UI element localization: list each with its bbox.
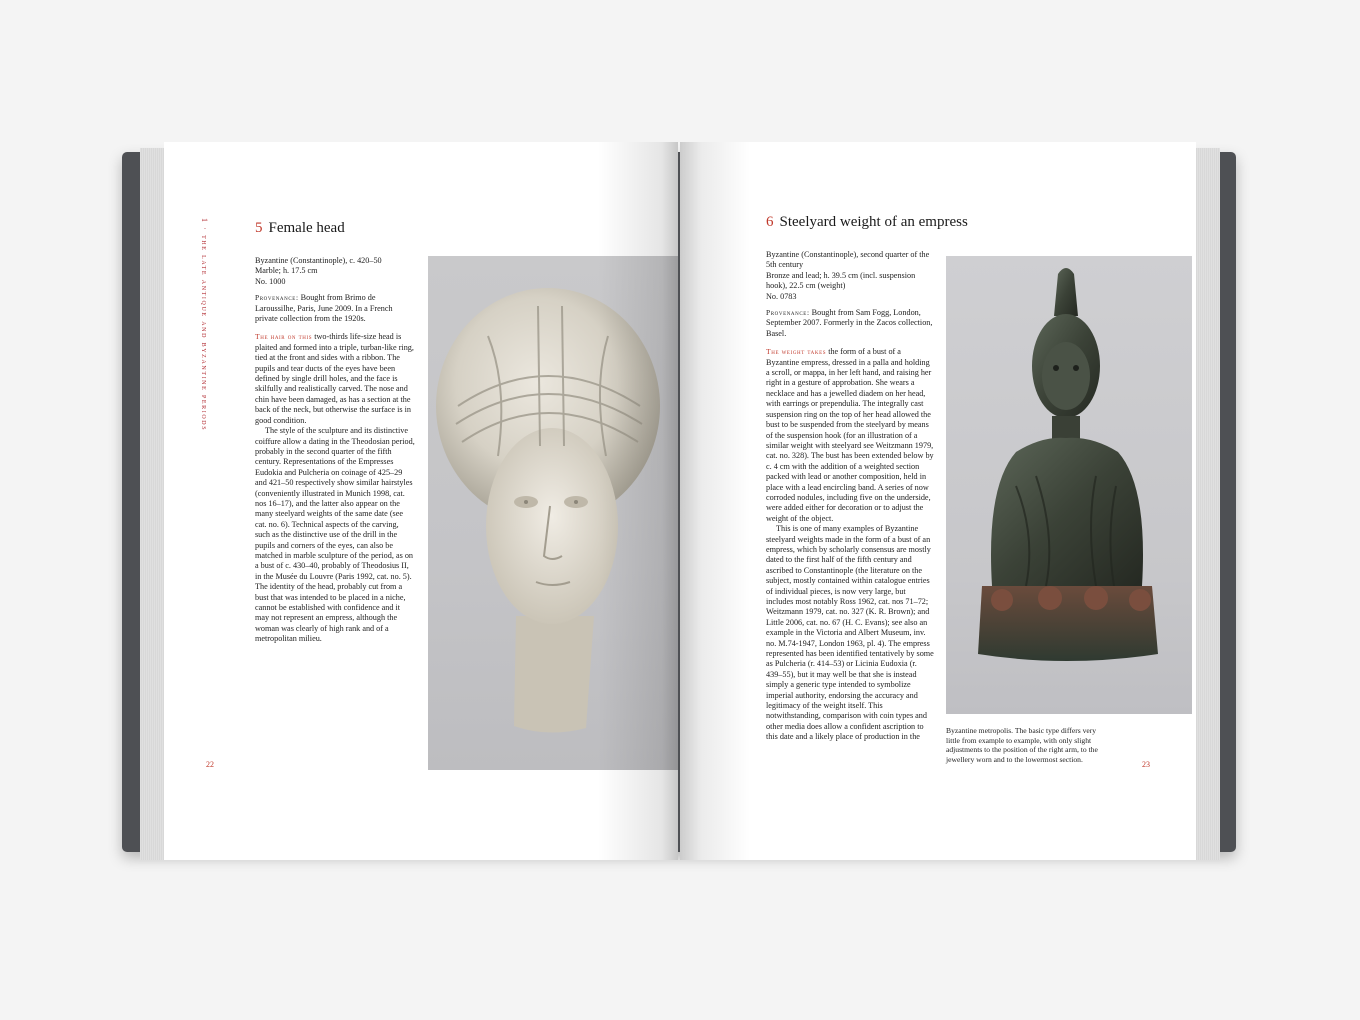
provenance-label: Provenance:	[255, 293, 299, 303]
body-paragraph: The style of the sculpture and its distinctive coiffure allow a dating in the Theodosian period, probably in the second quarter of the fifth century. Representations of the Empresses Eudokia and Pulcheria on coinage of 425–29 and 421–50 respectively show similar hairstyles (conveniently illustrated in Munich 1998, cat. nos 16–17), and the latter also appear on the many steelyard weights of the same date (see cat. no. 6). Technical aspects of the carving, such as the distinctive use of the drill in the pupils and corners of the eyes, can also be matched in marble sculpture of the period, as on a bust of c. 430–40, probably of Theodosius II, in the Musée du Louvre (Paris 1992, cat. no. 5). The identity of the head, probably cut from a bust that was intended to be placed in a niche, cannot be established with confidence and it may not represent an empress, although the woman was clearly of high rank and of a metropolitan milieu.	[255, 426, 415, 644]
page-edges-left	[140, 148, 166, 860]
meta-line: No. 0783	[766, 291, 797, 301]
text-column	[255, 256, 415, 645]
provenance	[766, 308, 934, 339]
body-paragraph	[766, 347, 934, 524]
object-metadata	[255, 256, 415, 287]
lead-in: The hair on this	[255, 332, 313, 342]
meta-line: Byzantine (Constantinople), second quarter of the 5th century	[766, 250, 930, 270]
running-head: 1 · the late antique and byzantine periods	[200, 218, 209, 432]
meta-line: No. 1000	[255, 276, 286, 286]
meta-line: Marble; h. 17.5 cm	[255, 266, 318, 276]
paragraph-text: two-thirds life-size head is plaited and formed into a triple, turban-like ring, tied at the front and sides with a ribbon. The pupils and tear ducts of the eyes have been defined by single drill holes, and the face is skilfully and realistically carved. The nose and chin have been damaged, as has a section at the back of the neck, but otherwise the surface is in good condition.	[255, 332, 414, 425]
entry-title-text: Female head	[268, 220, 345, 236]
lead-in: The weight takes	[766, 347, 827, 357]
provenance-label: Provenance:	[766, 308, 810, 318]
provenance-text: Bought from Sam Fogg, London, September 2007. Formerly in the Zacos collection, Basel.	[766, 308, 933, 338]
female-head-photo	[428, 256, 678, 770]
body-paragraph	[255, 332, 415, 426]
meta-line: Bronze and lead; h. 39.5 cm (incl. suspension hook), 22.5 cm (weight)	[766, 270, 916, 291]
provenance-text: Bought from Brimo de Laroussilhe, Paris, June 2009. In a French private collection from the 1920s.	[255, 293, 393, 324]
photo-caption: Byzantine metropolis. The basic type differs very little from example to example, with only slight adjustments to the position of the right arm, to the jewellery worn and to the lowermost section.	[946, 726, 1098, 764]
entry-title	[766, 214, 968, 231]
object-metadata	[766, 250, 934, 302]
right-page	[680, 142, 1196, 860]
steelyard-weight-photo	[946, 256, 1192, 714]
left-page	[164, 142, 678, 860]
meta-line: Byzantine (Constantinople), c. 420–50	[255, 256, 382, 265]
page-number: 23	[1142, 760, 1150, 769]
entry-number: 6	[766, 214, 774, 230]
paragraph-text: the form of a bust of a Byzantine empress, dressed in a palla and holding a scroll, or mappa, in her left hand, and raising her right in a gesture of approbation. She wears a necklace and has a jewelled diadem on her head, with earrings or prependulia. The integrally cast suspension ring on the top of her head allowed the bust to be suspended from the steelyard by means of the suspension hook (for an illustration of a similar weight with steelyard see Weitzmann 1979, cat. no. 328). The bust has been extended below by c. 4 cm with the addition of a weighted section packed with lead or another composition, held in place with a lead encircling band. A series of now corroded nodules, including five on the underside, were added either for decoration or to adjust the weight of the object.	[766, 347, 934, 523]
body-paragraph: This is one of many examples of Byzantine steelyard weights made in the form of a bust of an empress, which by scholarly consensus are mostly dated to the first half of the fifth century and ascribed to Constantinople (the literature on the subject, mostly contained within catalogue entries of individual pieces, is now very large, but includes most notably Ross 1962, cat. nos 71–72; Weitzmann 1979, cat. no. 327 (K. R. Brown); and Little 2006, cat. no. 67 (H. C. Evans); see also an example in the Victoria and Albert Museum, inv. no. M.74-1947, London 1963, pl. 4). The empress represented has been identified tentatively by some as Pulcheria (r. 414–53) or Licinia Eudoxia (r. 439–55), but it may well be that she is instead simply a generic type intended to symbolize imperial authority, endorsing the accuracy and legitimacy of the weight itself. This notwithstanding, comparison with coin types and other media does allow a confident ascription to this date and a likely place of production in the	[766, 524, 934, 742]
text-column	[766, 250, 934, 743]
entry-number: 5	[255, 220, 263, 236]
entry-title-text: Steelyard weight of an empress	[779, 214, 968, 230]
provenance	[255, 293, 415, 324]
entry-title	[255, 220, 345, 237]
page-number: 22	[206, 760, 214, 769]
page-edges-right	[1194, 148, 1220, 860]
